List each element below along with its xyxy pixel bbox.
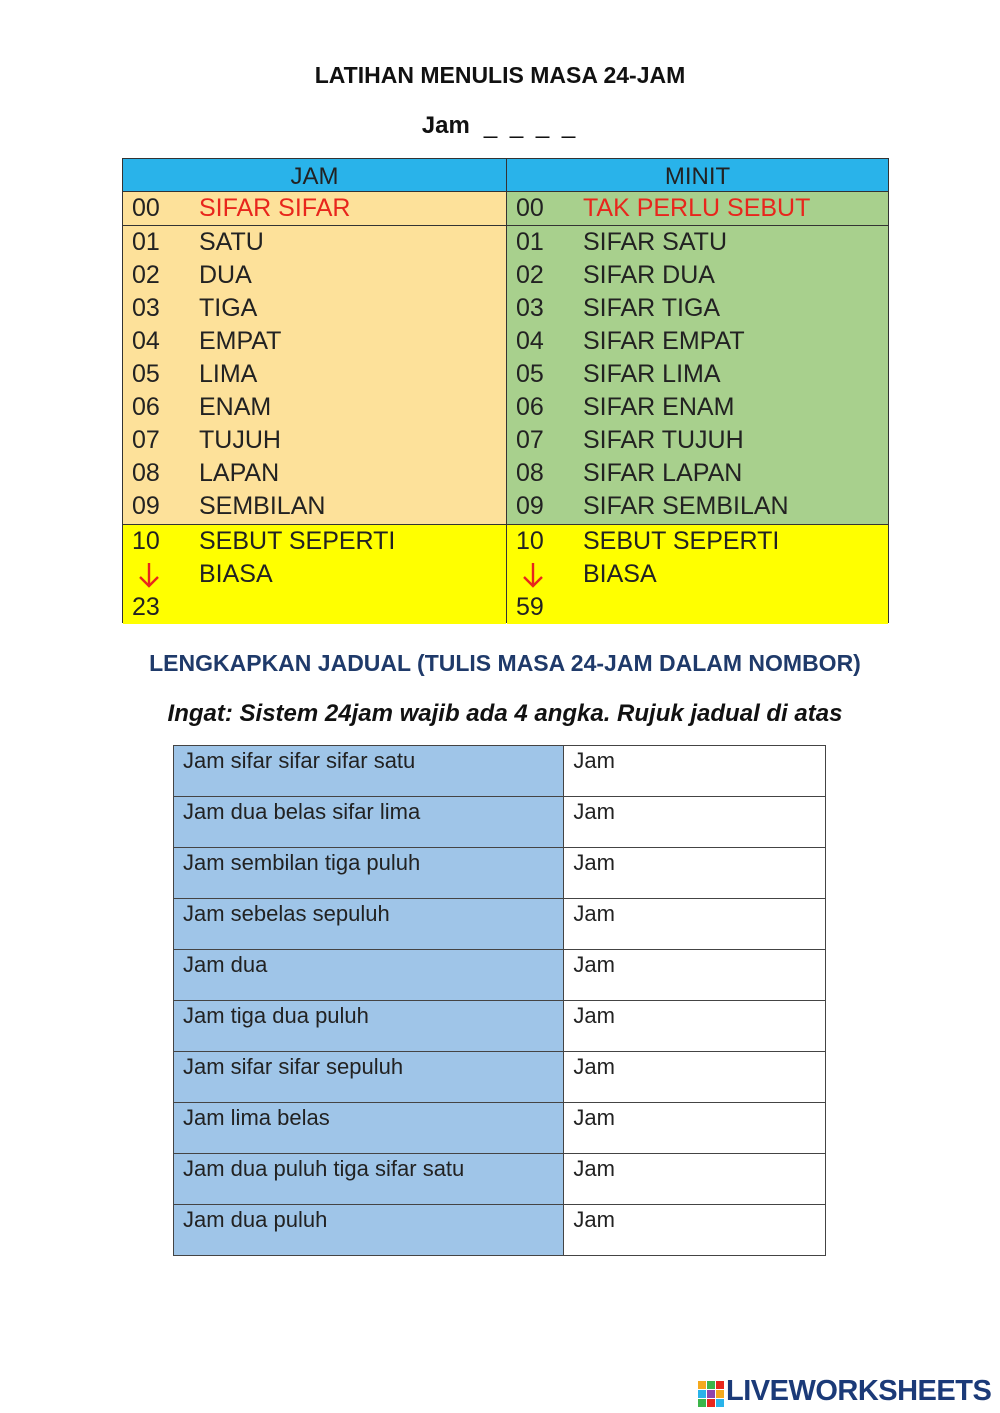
minit-row-number: 09 — [516, 492, 544, 520]
minit-range-block — [507, 524, 888, 624]
answer-blanks: _ _ _ _ — [483, 112, 579, 139]
exercise-row — [174, 1154, 826, 1205]
minit-row-word: SIFAR SEMBILAN — [583, 492, 789, 520]
jam-row — [123, 424, 506, 457]
minit-row-number: 08 — [516, 459, 544, 487]
reminder-text: Ingat: Sistem 24jam wajib ada 4 angka. Rujuk jadual di atas — [167, 700, 843, 727]
jam-zero-word: SIFAR SIFAR — [199, 194, 351, 222]
jam-row-word: LIMA — [199, 360, 258, 388]
jam-row — [123, 259, 506, 292]
exercise-row — [174, 746, 826, 797]
minit-row-number: 02 — [516, 261, 544, 289]
jam-row-number: 08 — [132, 459, 160, 487]
jam-row-number: 06 — [132, 393, 160, 421]
jam-column — [123, 159, 507, 622]
minit-row — [507, 226, 888, 259]
minit-row-word: SIFAR LIMA — [583, 360, 721, 388]
page-title: LATIHAN MENULIS MASA 24-JAM — [314, 62, 686, 88]
minit-row — [507, 358, 888, 391]
exercise-row — [174, 950, 826, 1001]
jam-header: JAM — [123, 159, 506, 192]
minit-row-number: 06 — [516, 393, 544, 421]
exercise-row — [174, 1205, 826, 1256]
answer-cell[interactable]: Jam — [564, 848, 826, 899]
jam-range-block — [123, 524, 506, 624]
minit-row-word: SIFAR TIGA — [583, 294, 721, 322]
question-cell: Jam dua — [174, 950, 564, 1001]
minit-row-number: 05 — [516, 360, 544, 388]
jam-row-word: LAPAN — [199, 459, 280, 487]
jam-row-number: 03 — [132, 294, 160, 322]
jam-range-start: 10 — [132, 527, 160, 555]
jam-zero-number: 00 — [132, 194, 160, 222]
question-cell: Jam dua puluh — [174, 1205, 564, 1256]
jam-label: Jam — [421, 112, 470, 139]
question-cell: Jam sifar sifar sepuluh — [174, 1052, 564, 1103]
minit-range-note-line1: SEBUT SEPERTI — [583, 527, 780, 555]
minit-range-note-line2: BIASA — [583, 560, 657, 588]
jam-row-word: TIGA — [199, 294, 258, 322]
liveworksheets-logo-icon — [698, 1381, 724, 1407]
minit-row — [507, 325, 888, 358]
minit-row — [507, 457, 888, 490]
jam-row-number: 05 — [132, 360, 160, 388]
minit-row-word: SIFAR LAPAN — [583, 459, 743, 487]
minit-zero-word: TAK PERLU SEBUT — [583, 194, 811, 222]
exercise-row — [174, 1103, 826, 1154]
minit-row — [507, 490, 888, 523]
exercise-row — [174, 1052, 826, 1103]
answer-cell[interactable]: Jam — [564, 1205, 826, 1256]
jam-row-word: SATU — [199, 228, 264, 256]
jam-row-number: 04 — [132, 327, 160, 355]
minit-digit-rows — [507, 226, 888, 524]
jam-row-word: EMPAT — [199, 327, 282, 355]
jam-row-word: TUJUH — [199, 426, 281, 454]
minit-range-end: 59 — [516, 593, 544, 621]
minit-row-number: 07 — [516, 426, 544, 454]
question-cell: Jam sifar sifar sifar satu — [174, 746, 564, 797]
liveworksheets-logo-text: LIVEWORKSHEETS — [726, 1375, 992, 1407]
answer-cell[interactable]: Jam — [564, 1103, 826, 1154]
question-cell: Jam dua belas sifar lima — [174, 797, 564, 848]
minit-row-number: 04 — [516, 327, 544, 355]
instruction-heading: LENGKAPKAN JADUAL (TULIS MASA 24-JAM DALAM NOMBOR) — [149, 650, 861, 676]
jam-row-word: ENAM — [199, 393, 272, 421]
jam-range-end: 23 — [132, 593, 160, 621]
minit-row — [507, 259, 888, 292]
jam-row-word: DUA — [199, 261, 252, 289]
answer-format-line — [0, 112, 1000, 140]
question-cell: Jam sebelas sepuluh — [174, 899, 564, 950]
minit-zero-row — [507, 192, 888, 226]
minit-row-number: 01 — [516, 228, 544, 256]
minit-row-word: SIFAR TUJUH — [583, 426, 744, 454]
answer-cell[interactable]: Jam — [564, 1001, 826, 1052]
answer-cell[interactable]: Jam — [564, 1052, 826, 1103]
jam-row-number: 02 — [132, 261, 160, 289]
minit-range-start: 10 — [516, 527, 544, 555]
answer-cell[interactable]: Jam — [564, 746, 826, 797]
jam-range-note-line2: BIASA — [199, 560, 273, 588]
minit-row-word: SIFAR DUA — [583, 261, 715, 289]
jam-row — [123, 358, 506, 391]
jam-row — [123, 457, 506, 490]
jam-row-number: 09 — [132, 492, 160, 520]
jam-row-word: SEMBILAN — [199, 492, 326, 520]
minit-row — [507, 292, 888, 325]
minit-row-word: SIFAR EMPAT — [583, 327, 745, 355]
question-cell: Jam lima belas — [174, 1103, 564, 1154]
jam-row-number: 01 — [132, 228, 160, 256]
answer-cell[interactable]: Jam — [564, 1154, 826, 1205]
jam-zero-row — [123, 192, 506, 226]
answer-cell[interactable]: Jam — [564, 899, 826, 950]
minit-column — [507, 159, 888, 622]
jam-range-note-line1: SEBUT SEPERTI — [199, 527, 396, 555]
question-cell: Jam tiga dua puluh — [174, 1001, 564, 1052]
minit-header: MINIT — [507, 159, 888, 192]
minit-row-word: SIFAR SATU — [583, 228, 728, 256]
exercise-table — [173, 745, 826, 1256]
exercise-row — [174, 848, 826, 899]
down-arrow-icon — [521, 561, 545, 589]
minit-row — [507, 391, 888, 424]
jam-row-number: 07 — [132, 426, 160, 454]
jam-row — [123, 490, 506, 523]
jam-row — [123, 226, 506, 259]
jam-row — [123, 292, 506, 325]
jam-row — [123, 391, 506, 424]
answer-cell[interactable]: Jam — [564, 797, 826, 848]
jam-row — [123, 325, 506, 358]
minit-row-number: 03 — [516, 294, 544, 322]
down-arrow-icon — [137, 561, 161, 589]
question-cell: Jam sembilan tiga puluh — [174, 848, 564, 899]
answer-cell[interactable]: Jam — [564, 950, 826, 1001]
question-cell: Jam dua puluh tiga sifar satu — [174, 1154, 564, 1205]
jam-digit-rows — [123, 226, 506, 524]
exercise-row — [174, 1001, 826, 1052]
minit-row-word: SIFAR ENAM — [583, 393, 735, 421]
reference-table — [122, 158, 889, 623]
minit-zero-number: 00 — [516, 194, 544, 222]
exercise-row — [174, 899, 826, 950]
exercise-row — [174, 797, 826, 848]
minit-row — [507, 424, 888, 457]
